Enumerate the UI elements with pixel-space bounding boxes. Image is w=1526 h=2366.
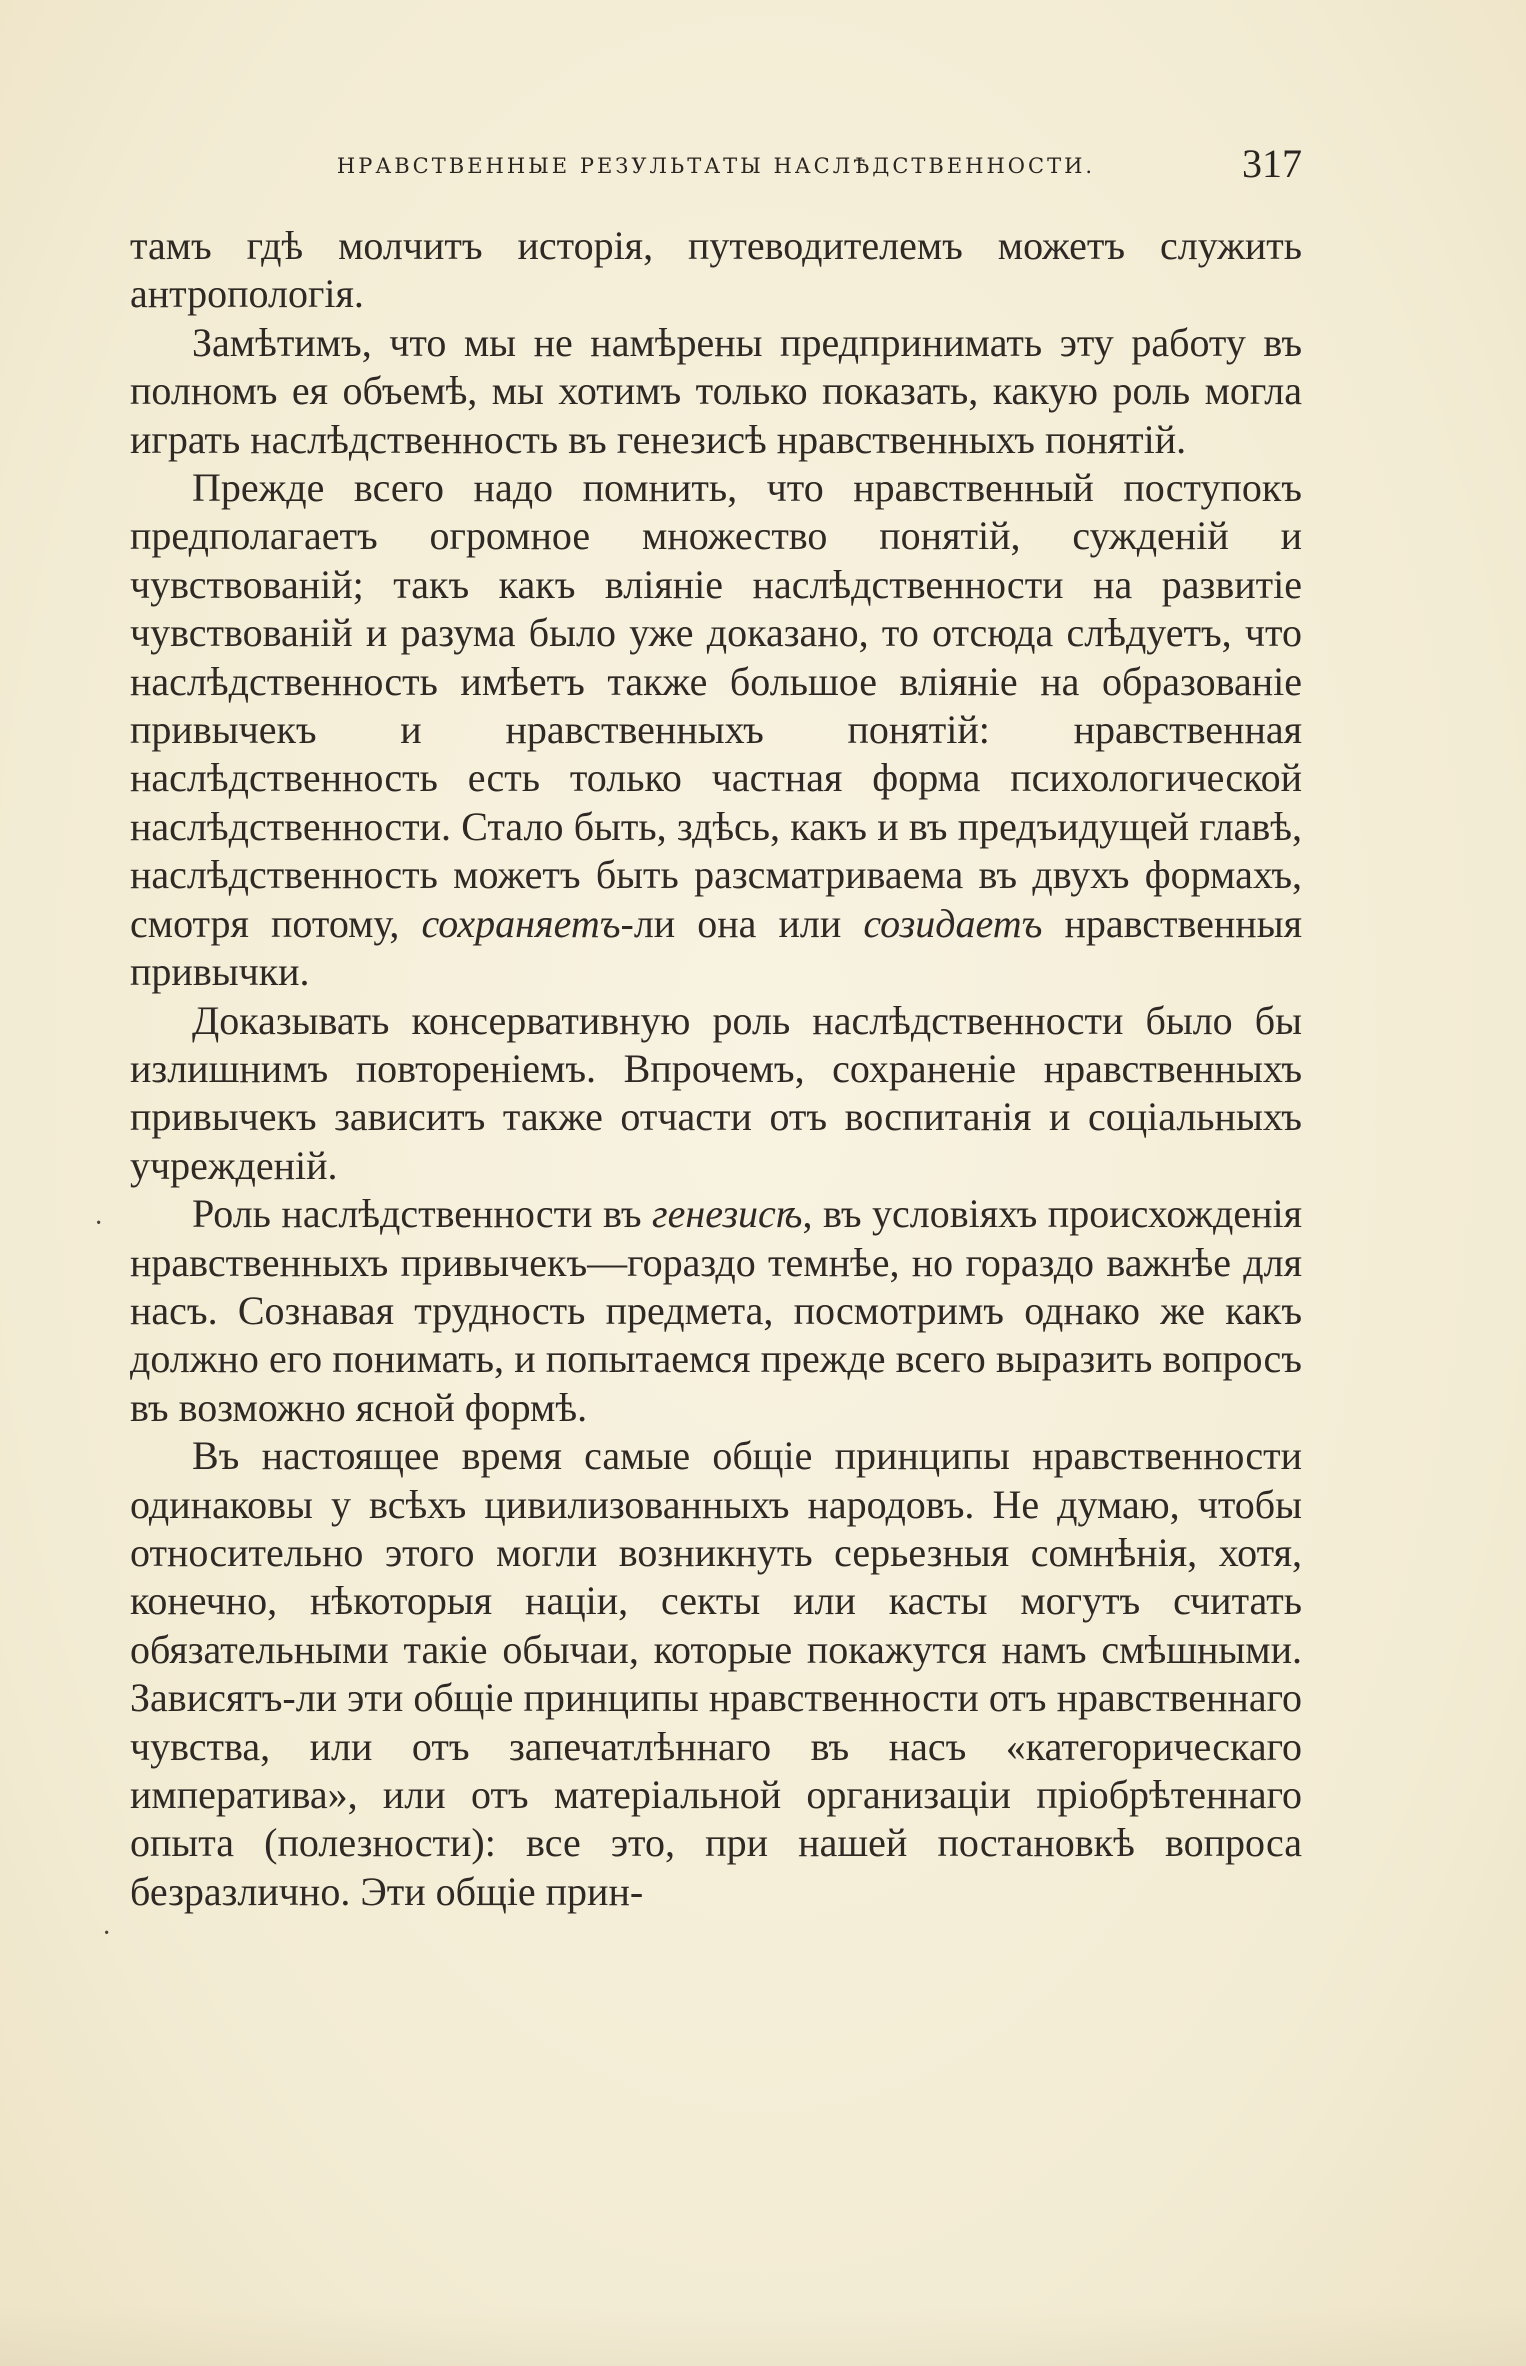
paragraph: тамъ гдѣ молчитъ исторія, путеводителемъ можетъ служить антропологія.: [130, 223, 1302, 317]
page-header: [130, 140, 1302, 200]
paragraph-text: , въ условіяхъ происхожденія нравственныхъ привычекъ—гораздо темнѣе, но гораздо важнѣе для насъ. Сознавая трудность предмета, посмотримъ однако же какъ должно его понимать, и попытаемся прежде всего выразить вопросъ въ возможно ясной формѣ.: [130, 1191, 1302, 1430]
paragraph: Въ настоящее время самые общіе принципы нравственности одинаковы у всѣхъ цивилизованныхъ народовъ. Не думаю, чтобы относительно этого могли возникнуть серьезныя сомнѣнія, хотя, конечно, нѣкоторыя націи, секты или касты могутъ считать обязательными такіе обычаи, которые покажутся намъ смѣшными. Зависятъ-ли эти общіе принципы нравственности отъ нравственнаго чувства, или отъ запечатлѣннаго въ насъ «категорическаго императива», или отъ матеріальной организаціи пріобрѣтеннаго опыта (полезности): все это, при нашей постановкѣ вопроса безразлично. Эти общіе прин-: [130, 1433, 1302, 1914]
paragraph-text: Прежде всего надо помнить, что нравственный поступокъ предполагаетъ огромное множество понятій, сужденій и чувствованій; такъ какъ вліяніе наслѣдственности на развитіе чувствованій и разума было уже доказано, то отсюда слѣдуетъ, что наслѣдственность имѣетъ также большое вліяніе на образованіе привычекъ и нравственныхъ понятій: нравственная наслѣдственность есть только частная форма психологической наслѣдственности. Стало быть, здѣсь, какъ и въ предъидущей главѣ, наслѣдственность можетъ быть разсматриваема въ двухъ формахъ, смотря потому,: [130, 465, 1302, 946]
emphasis-text: созидаетъ: [863, 900, 1043, 946]
paragraph: [130, 1190, 1302, 1432]
margin-dot-mark: ·: [94, 1208, 104, 1239]
paragraph-text: -ли она или: [620, 900, 864, 946]
paragraph-text: Роль наслѣдственности въ: [192, 1191, 653, 1237]
page-number: 317: [1242, 141, 1302, 186]
emphasis-text: сохраняетъ: [421, 900, 621, 946]
paragraph-text: нравственныя привычки.: [130, 900, 1302, 995]
paragraph: [130, 464, 1302, 996]
paragraph: Доказывать консервативную роль наслѣдственности было бы излишнимъ повтореніемъ. Впрочемъ, сохраненіе нравственныхъ привычекъ зависитъ также отчасти отъ воспитанія и соціальныхъ учрежденій.: [130, 997, 1302, 1188]
margin-dot-mark: ·: [102, 1918, 112, 1949]
running-head: НРАВСТВЕННЫЕ РЕЗУЛЬТАТЫ НАСЛѢДСТВЕННОСТИ.: [336, 154, 1096, 178]
paragraph: Замѣтимъ, что мы не намѣрены предпринимать эту работу въ полномъ ея объемѣ, мы хотимъ только показать, какую роль могла играть наслѣдственность въ генезисѣ нравственныхъ понятій.: [130, 319, 1302, 462]
body-text: [130, 222, 1302, 1916]
emphasis-text: генезисѣ: [652, 1191, 803, 1237]
